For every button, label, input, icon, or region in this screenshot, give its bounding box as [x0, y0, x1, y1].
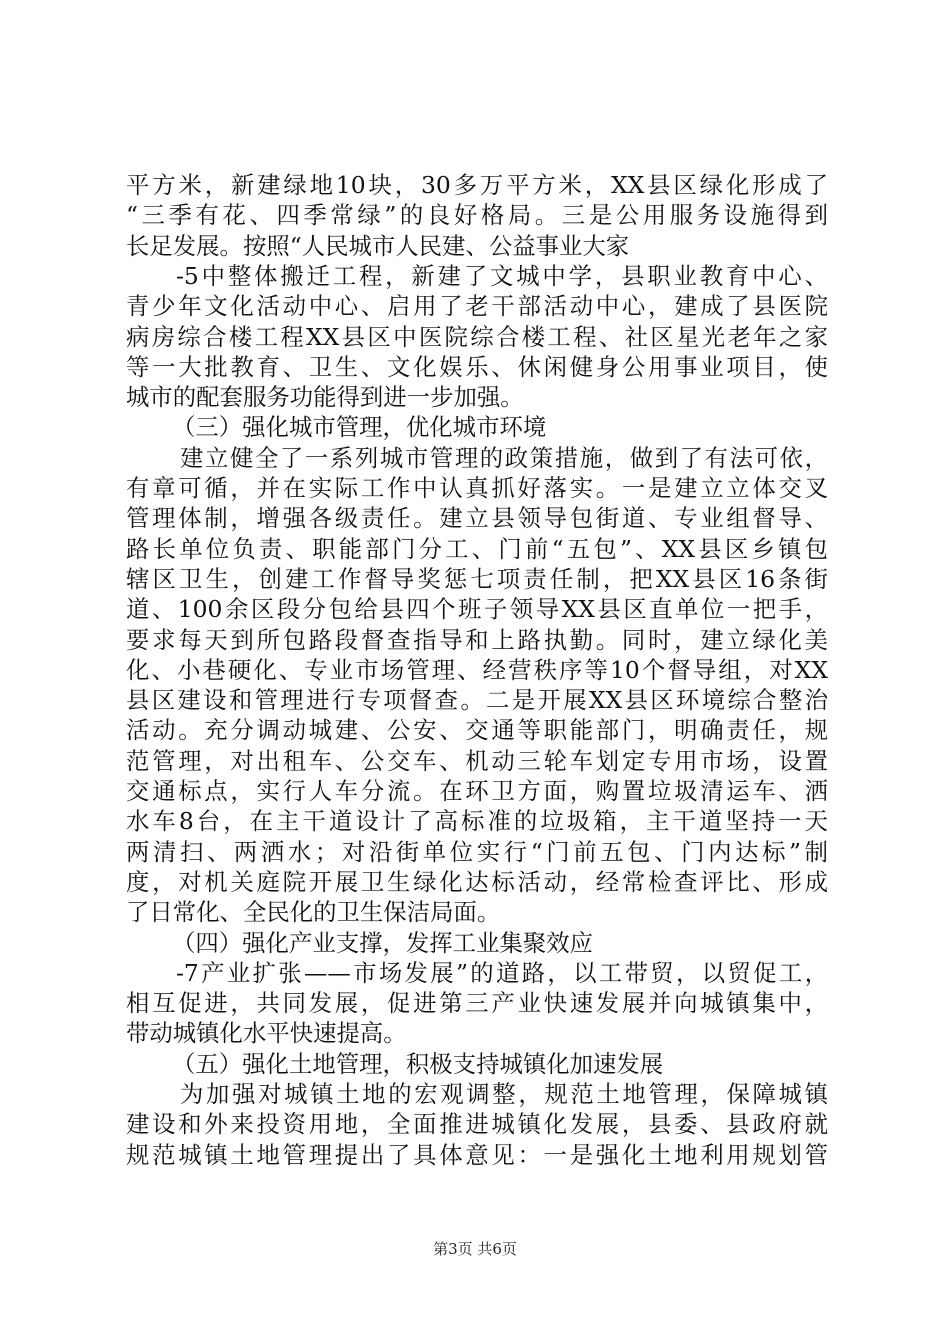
text-line: 为加强对城镇土地的宏观调整，规范土地管理，保障城镇	[180, 1080, 828, 1108]
page-footer: 第3页 共6页	[433, 1240, 517, 1258]
text-line: 道、100余区段分包给县四个班子领导XX县区直单位一把手，	[126, 595, 828, 624]
text-line: 两清扫、两洒水；对沿街单位实行“门前五包、门内达标”制	[126, 837, 828, 866]
text-line: 度，对机关庭院开展卫生绿化达标活动，经常检查评比、形成	[126, 867, 828, 896]
text-line: 长足发展。按照“人民城市人民建、公益事业大家	[126, 231, 630, 260]
section-heading: （四）强化产业支撑，发挥工业集聚效应	[172, 928, 594, 957]
text-line: 等一大批教育、卫生、文化娱乐、休闲健身公用事业项目，使	[126, 352, 828, 381]
text-line: 平方米，新建绿地10块，30多万平方米，XX县区绿化形成了	[126, 171, 828, 199]
text-line: 有章可循，并在实际工作中认真抓好落实。一是建立立体交叉	[126, 474, 828, 502]
text-line: 要求每天到所包路段督查指导和上路执勤。同时，建立绿化美	[126, 625, 828, 654]
text-line: “三季有花、四季常绿”的良好格局。三是公用服务设施得到	[126, 201, 828, 230]
text-line: 范管理，对出租车、公交车、机动三轮车划定专用市场，设置	[126, 746, 828, 775]
text-line: 带动城镇化水平快速提高。	[126, 1019, 407, 1048]
text-line: 化、小巷硬化、专业市场管理、经营秩序等10个督导组，对XX	[126, 655, 828, 684]
text-line: 规范城镇土地管理提出了具体意见：一是强化土地利用规划管	[126, 1140, 828, 1169]
text-line: 病房综合楼工程XX县区中医院综合楼工程、社区星光老年之家	[126, 322, 828, 351]
text-line: 水车8台，在主干道设计了高标准的垃圾箱，主干道坚持一天	[126, 807, 828, 836]
section-heading: （五）强化土地管理，积极支持城镇化加速发展	[172, 1049, 664, 1078]
text-line: 管理体制，增强各级责任。建立县领导包街道、专业组督导、	[126, 504, 828, 533]
text-line: 路长单位负责、职能部门分工、门前“五包”、XX县区乡镇包	[126, 534, 828, 563]
text-line: 城市的配套服务功能得到进一步加强。	[126, 383, 524, 412]
text-line: 交通标点，实行人车分流。在环卫方面，购置垃圾清运车、洒	[126, 777, 828, 805]
text-line: -7产业扩张——市场发展”的道路，以工带贸，以贸促工，	[176, 958, 828, 987]
text-line: -5中整体搬迁工程，新建了文城中学，县职业教育中心、	[176, 261, 828, 290]
text-line: 活动。充分调动城建、公安、交通等职能部门，明确责任，规	[126, 716, 828, 745]
text-line: 相互促进，共同发展，促进第三产业快速发展并向城镇集中，	[126, 989, 828, 1018]
text-line: 建设和外来投资用地，全面推进城镇化发展，县委、县政府就	[126, 1110, 828, 1139]
text-line: 建立健全了一系列城市管理的政策措施，做到了有法可依，	[180, 443, 828, 472]
text-line: 了日常化、全民化的卫生保洁局面。	[126, 898, 501, 927]
text-line: 县区建设和管理进行专项督查。二是开展XX县区环境综合整治	[126, 686, 828, 715]
section-heading: （三）强化城市管理，优化城市环境	[172, 413, 547, 442]
text-line: 辖区卫生，创建工作督导奖惩七项责任制，把XX县区16条街	[126, 564, 828, 593]
text-line: 青少年文化活动中心、启用了老干部活动中心，建成了县医院	[126, 292, 828, 321]
